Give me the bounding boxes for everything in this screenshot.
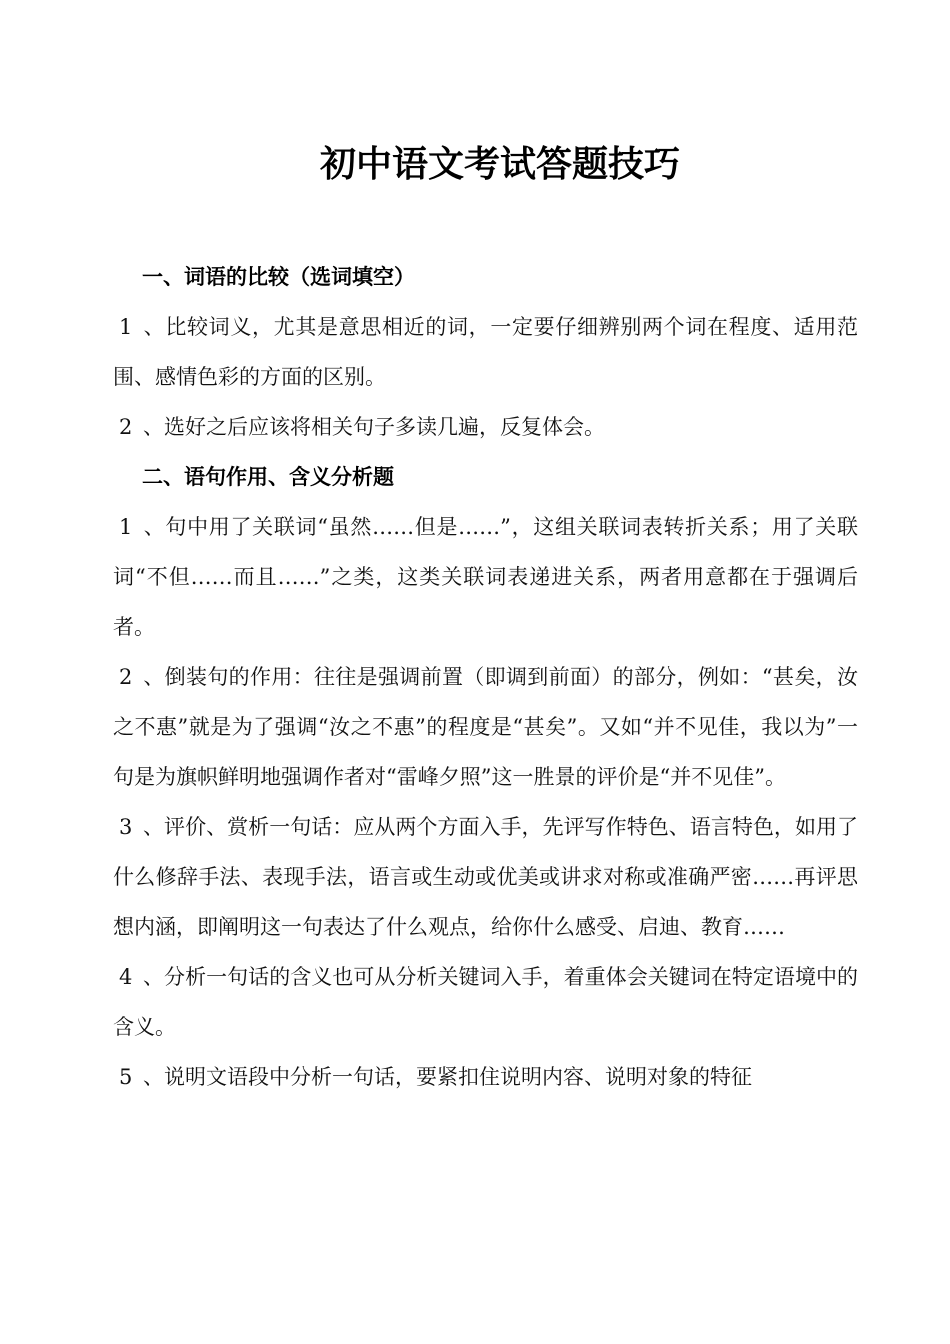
list-item	[113, 802, 858, 952]
item-text: 、说明文语段中分析一句话，要紧扣住说明内容、说明对象的特征	[143, 1065, 752, 1089]
section-heading: 一、词语的比较（选词填空）	[142, 265, 415, 289]
item-number: 5	[119, 1065, 133, 1089]
list-item	[113, 302, 858, 402]
document-body	[113, 252, 858, 1102]
list-item	[113, 402, 858, 452]
item-number: 3	[119, 815, 133, 839]
item-number: 1	[119, 315, 133, 339]
item-number: 2	[119, 415, 133, 439]
list-item	[113, 652, 858, 802]
section-heading: 二、语句作用、含义分析题	[142, 465, 394, 489]
list-item	[113, 1052, 858, 1102]
item-number: 2	[119, 665, 133, 689]
document-title: 初中语文考试答题技巧	[319, 144, 680, 185]
list-item	[113, 502, 858, 652]
item-text: 、分析一句话的含义也可从分析关键词入手，着重体会关键词在特定语境中的含义。	[113, 965, 858, 1039]
item-text: 、选好之后应该将相关句子多读几遍，反复体会。	[143, 415, 605, 439]
item-text: 、句中用了关联词“虽然……但是……”，这组关联词表转折关系；用了关联词“不但……而且……”之类，这类关联词表递进关系，两者用意都在于强调后者。	[113, 515, 858, 639]
list-item	[113, 952, 858, 1052]
item-text: 、比较词义，尤其是意思相近的词，一定要仔细辨别两个词在程度、适用范围、感情色彩的方面的区别。	[113, 315, 858, 389]
item-text: 、倒装句的作用：往往是强调前置（即调到前面）的部分，例如：“甚矣，汝之不惠”就是为了强调“汝之不惠”的程度是“甚矣”。又如“并不见佳，我以为”一句是为旗帜鲜明地强调作者对“雷峰夕照”这一胜景的评价是“并不见佳”。	[113, 665, 858, 789]
item-number: 1	[119, 515, 133, 539]
item-text: 、评价、赏析一句话：应从两个方面入手，先评写作特色、语言特色，如用了什么修辞手法、表现手法，语言或生动或优美或讲求对称或准确严密……再评思想内涵，即阐明这一句表达了什么观点，给你什么感受、启迪、教育……	[113, 815, 858, 939]
item-number: 4	[119, 965, 133, 989]
